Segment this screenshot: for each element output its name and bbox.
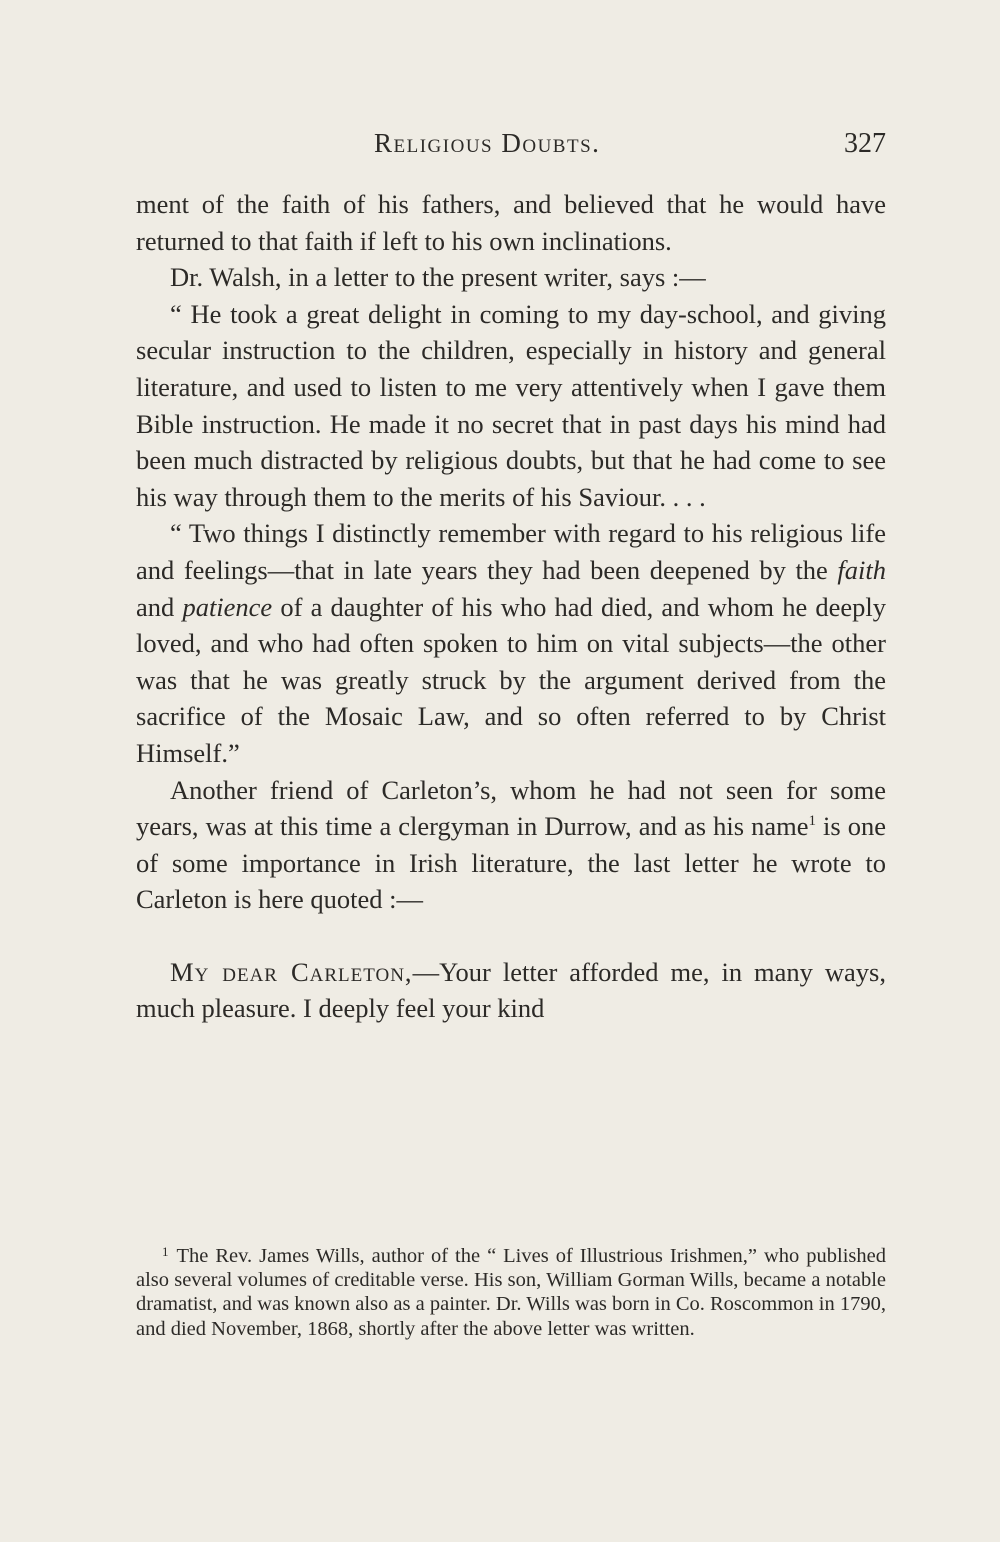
running-head [136, 128, 886, 168]
page-number: 327 [844, 128, 886, 159]
quote-2-text-a: “ Two things I distinctly remember with regard to his religious life and feelings—that in late years they had been deepened by the [136, 518, 886, 585]
body-text [136, 186, 886, 1027]
friend-text-a: Another friend of Carleton’s, whom he had not seen for some years, was at this time a clergyman in Durrow, and as his name [136, 774, 886, 842]
footnote-paragraph [136, 1240, 886, 1341]
paragraph-walsh-quote-1: “ He took a great delight in coming to my day-school, and giving secular instruction to the children, especially in history and general literature, and used to listen to me very attentively when I gave them Bible instruction. He made it no secret that in past days his mind had been much distracted by religious doubts, but that he had come to see his way through them to the merits of his Saviour. . . . [136, 298, 886, 512]
letter-salutation: My dear Carleton, [170, 956, 413, 987]
paragraph-another-friend [136, 772, 886, 918]
paragraph-letter-opening [136, 954, 886, 1027]
quote-2-text-b: of a daughter of his who had died, and whom he deeply loved, and who had often spoken to him on vital subjects—the other was that he was greatly struck by the argument derived from the sacrifice of the Mosaic Law, and so often referred to by Christ Himself.” [136, 591, 887, 768]
paragraph-continuation: ment of the faith of his fathers, and believed that he would have returned to that faith if left to his own inclinations. [136, 189, 886, 256]
footnote-text: The Rev. James Wills, author of the “ Lives of Illustrious Irishmen,” who published also several volumes of creditable verse. His son, William Gorman Wills, became a notable dramatist, and was known also as a painter. Dr. Wills was born in Co. Roscommon in 1790, and died November, 1868, shortly after the above letter was written. [136, 1245, 886, 1340]
letter-text: —Your letter afforded me, in many ways, much pleasure. I deeply feel your kind [136, 956, 886, 1024]
footnote [136, 1240, 886, 1341]
quote-2-text-and: and [136, 591, 183, 622]
friend-text-b: is one of some importance in Irish literature, the last letter he wrote to Carleton is here quoted :— [136, 811, 887, 915]
italic-patience: patience [182, 591, 273, 622]
paragraph-walsh-quote-2 [136, 515, 886, 771]
running-head-title: Religious Doubts. [374, 128, 601, 158]
footnote-mark: 1 [162, 1244, 169, 1259]
italic-faith: faith [837, 554, 886, 585]
paragraph-walsh-intro: Dr. Walsh, in a letter to the present writer, says :— [170, 262, 706, 293]
footnote-reference: 1 [808, 813, 816, 830]
